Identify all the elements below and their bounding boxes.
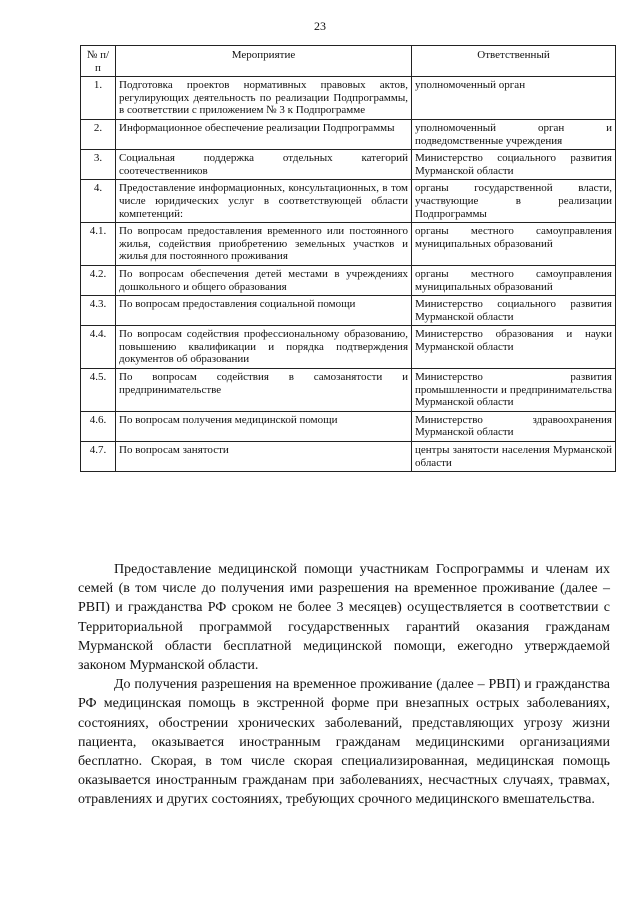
row-responsible: уполномоченный орган и подведомственные учреждения <box>412 119 616 149</box>
table-row <box>81 180 616 223</box>
row-responsible: Министерство социального развития Мурманской области <box>412 150 616 180</box>
row-number: 4.6. <box>81 411 116 441</box>
row-responsible: органы местного самоуправления муниципальных образований <box>412 265 616 295</box>
table-row <box>81 411 616 441</box>
table-row <box>81 369 616 412</box>
row-activity: Предоставление информационных, консультационных, в том числе юридических услуг в соответствующей области компетенций: <box>116 180 412 223</box>
row-activity: Социальная поддержка отдельных категорий соотечественников <box>116 150 412 180</box>
table-row <box>81 77 616 120</box>
row-activity: По вопросам занятости <box>116 442 412 472</box>
row-number: 4.5. <box>81 369 116 412</box>
row-responsible: Министерство социального развития Мурманской области <box>412 296 616 326</box>
row-number: 4.3. <box>81 296 116 326</box>
header-number: № п/п <box>81 46 116 77</box>
row-number: 2. <box>81 119 116 149</box>
page-number: 23 <box>314 19 326 33</box>
row-activity: По вопросам содействия профессиональному образованию, повышению квалификации и порядка подтверждения документов об образовании <box>116 326 412 369</box>
activities-table <box>80 45 616 472</box>
row-activity: Информационное обеспечение реализации Подпрограммы <box>116 119 412 149</box>
table-header-row <box>81 46 616 77</box>
table-row <box>81 296 616 326</box>
row-activity: По вопросам обеспечения детей местами в учреждениях дошкольного и общего образования <box>116 265 412 295</box>
row-responsible: органы местного самоуправления муниципальных образований <box>412 223 616 266</box>
table-row <box>81 223 616 266</box>
table-row <box>81 442 616 472</box>
row-number: 4.1. <box>81 223 116 266</box>
row-activity: По вопросам содействия в самозанятости и предпринимательстве <box>116 369 412 412</box>
row-responsible: уполномоченный орган <box>412 77 616 120</box>
row-responsible: центры занятости населения Мурманской области <box>412 442 616 472</box>
row-responsible: органы государственной власти, участвующие в реализации Подпрограммы <box>412 180 616 223</box>
row-activity: По вопросам получения медицинской помощи <box>116 411 412 441</box>
row-number: 3. <box>81 150 116 180</box>
table-row <box>81 150 616 180</box>
row-activity: Подготовка проектов нормативных правовых актов, регулирующих деятельность по реализации Подпрограммы, в соответствии с приложением № 3 к Подпрограмме <box>116 77 412 120</box>
header-activity: Мероприятие <box>116 46 412 77</box>
paragraph-emergency-care: До получения разрешения на временное проживание (далее – РВП) и гражданства РФ медицинская помощь в экстренной форме при внезапных острых заболеваниях, состояниях, обострении хронических заболеваний, представляющих угрозу жизни пациента, оказывается иностранным гражданам медицинскими организациями бесплатно. Скорая, в том числе скорая специализированная, медицинская помощь оказывается иностранным гражданам при заболеваниях, несчастных случаях, травмах, отравлениях и других состояниях, требующих срочного медицинского вмешательства. <box>78 677 610 808</box>
row-number: 1. <box>81 77 116 120</box>
table-row <box>81 326 616 369</box>
row-number: 4.7. <box>81 442 116 472</box>
body-text <box>78 560 610 810</box>
row-activity: По вопросам предоставления временного или постоянного жилья, содействия приобретению земельных участков и жилья для постоянного проживания <box>116 223 412 266</box>
row-number: 4.4. <box>81 326 116 369</box>
row-activity: По вопросам предоставления социальной помощи <box>116 296 412 326</box>
row-responsible: Министерство развития промышленности и предпринимательства Мурманской области <box>412 369 616 412</box>
row-responsible: Министерство здравоохранения Мурманской области <box>412 411 616 441</box>
paragraph-medical-care: Предоставление медицинской помощи участникам Госпрограммы и членам их семей (в том числе до получения ими разрешения на временное проживание (далее – РВП) и гражданства РФ сроком не более 3 месяцев) осуществляется в соответствии с Территориальной программой государственных гарантий оказания гражданам Мурманской области бесплатной медицинской помощи, ежегодно утверждаемой законом Мурманской области. <box>78 562 610 674</box>
table-row <box>81 265 616 295</box>
table-row <box>81 119 616 149</box>
row-responsible: Министерство образования и науки Мурманской области <box>412 326 616 369</box>
row-number: 4.2. <box>81 265 116 295</box>
row-number: 4. <box>81 180 116 223</box>
header-responsible: Ответственный <box>412 46 616 77</box>
